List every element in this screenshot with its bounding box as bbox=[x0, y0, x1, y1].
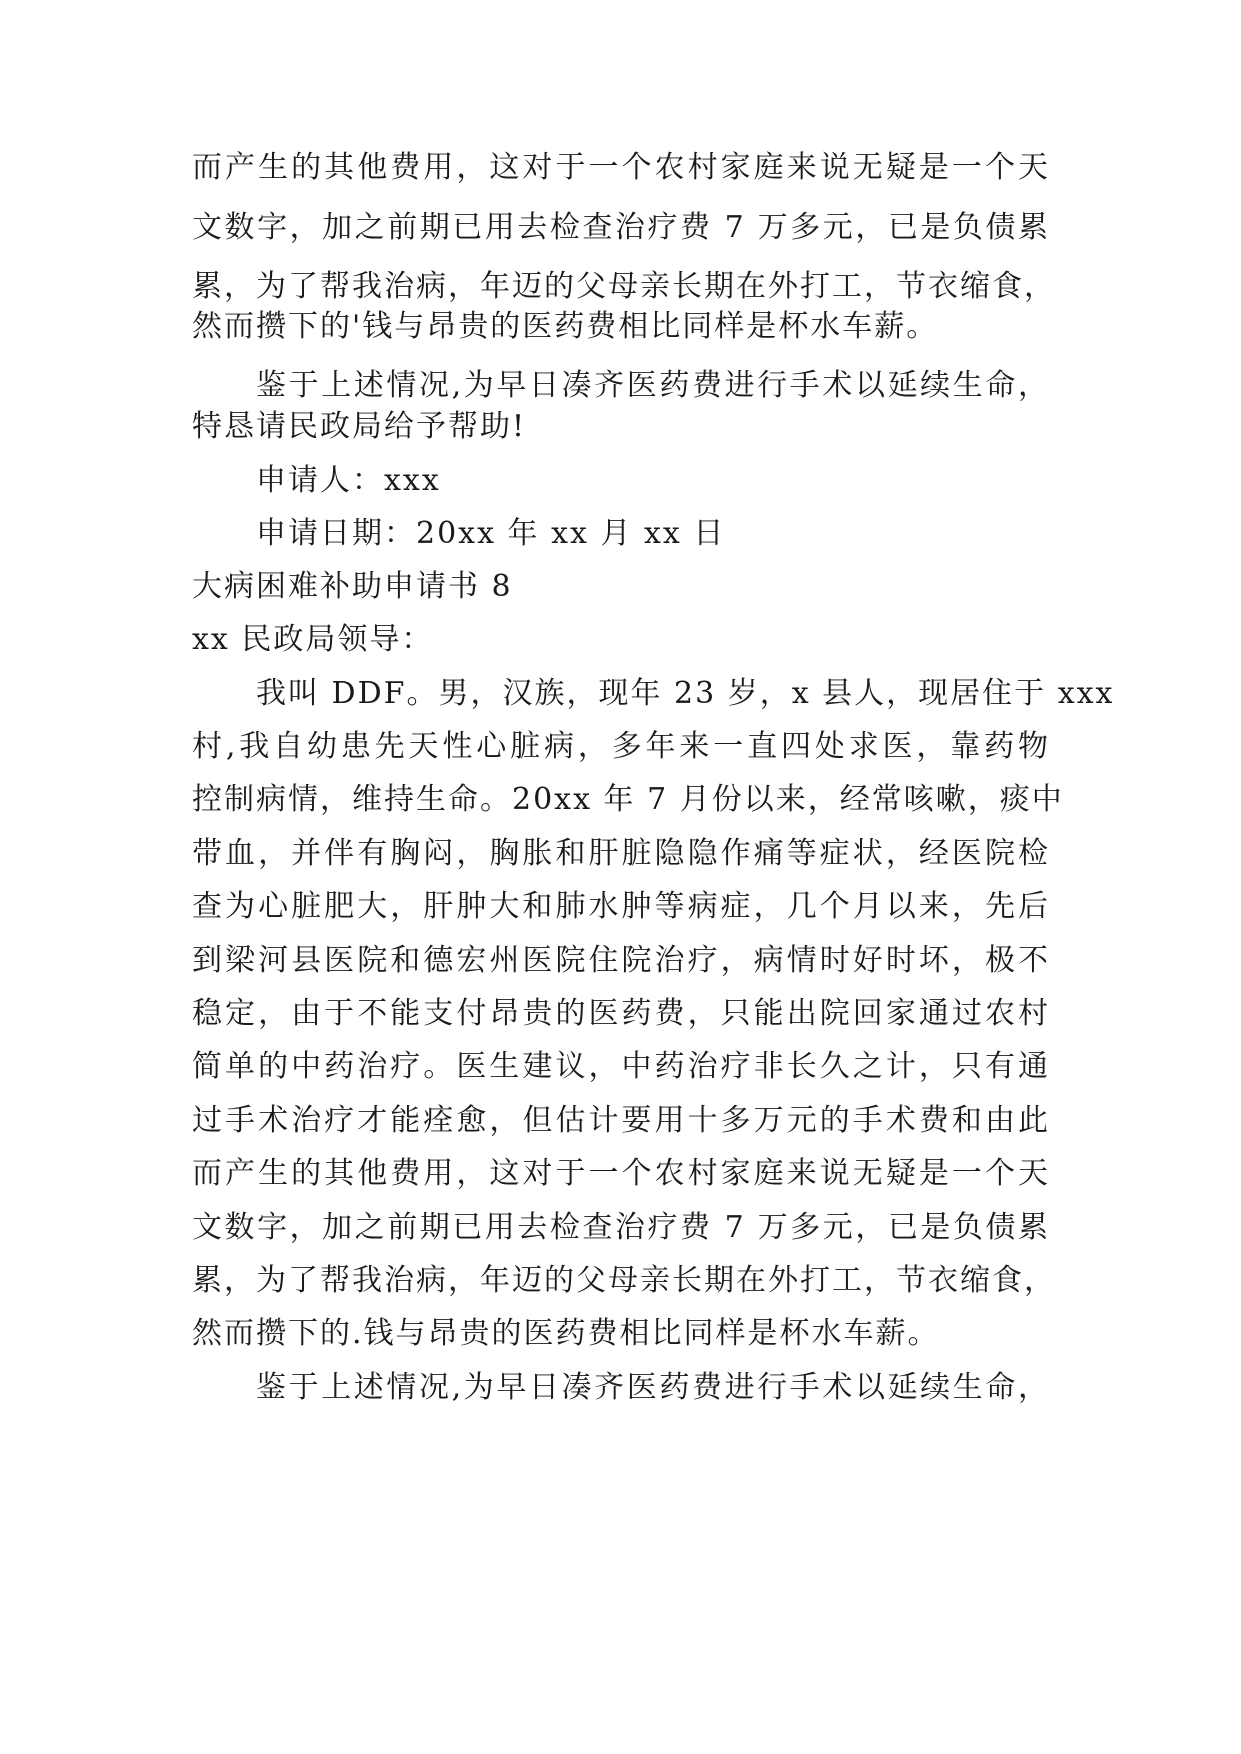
application-date-line: 申请日期：20xx 年 xx 月 xx 日 bbox=[256, 516, 726, 551]
paragraph-line: 村,我自幼患先天性心脏病，多年来一直四处求医，靠药物 bbox=[192, 729, 1050, 764]
paragraph-line: 而产生的其他费用，这对于一个农村家庭来说无疑是一个天 bbox=[192, 1156, 1050, 1191]
paragraph-line: 累，为了帮我治病，年迈的父母亲长期在外打工，节衣缩食， bbox=[192, 269, 1056, 304]
paragraph-line: 我叫 DDF。男，汉族，现年 23 岁，x 县人，现居住于 xxx bbox=[256, 676, 1115, 711]
paragraph-line: 特恳请民政局给予帮助! bbox=[192, 409, 527, 444]
paragraph-line: 然而攒下的'钱与昂贵的医药费相比同样是杯水车薪。 bbox=[192, 309, 939, 344]
paragraph-line: 到梁河县医院和德宏州医院住院治疗，病情时好时坏，极不 bbox=[192, 943, 1050, 978]
salutation: xx 民政局领导： bbox=[192, 622, 434, 657]
paragraph-line: 而产生的其他费用，这对于一个农村家庭来说无疑是一个天 bbox=[192, 150, 1050, 185]
paragraph-line: 过手术治疗才能痊愈，但估计要用十多万元的手术费和由此 bbox=[192, 1103, 1050, 1138]
paragraph-line: 稳定，由于不能支付昂贵的医药费，只能出院回家通过农村 bbox=[192, 996, 1050, 1031]
section-title: 大病困难补助申请书 8 bbox=[192, 569, 513, 604]
paragraph-line: 文数字，加之前期已用去检查治疗费 7 万多元，已是负债累 bbox=[192, 1210, 1050, 1245]
applicant-line: 申请人：xxx bbox=[256, 463, 441, 498]
paragraph-line: 查为心脏肥大，肝肿大和肺水肿等病症，几个月以来，先后 bbox=[192, 889, 1050, 924]
paragraph-line: 控制病情，维持生命。20xx 年 7 月份以来，经常咳嗽，痰中 bbox=[192, 782, 1064, 817]
paragraph-line: 简单的中药治疗。医生建议，中药治疗非长久之计，只有通 bbox=[192, 1049, 1050, 1084]
paragraph-line: 累，为了帮我治病，年迈的父母亲长期在外打工，节衣缩食， bbox=[192, 1263, 1056, 1298]
paragraph-line: 鉴于上述情况,为早日凑齐医药费进行手术以延续生命， bbox=[256, 1370, 1050, 1405]
paragraph-line: 带血，并伴有胸闷，胸胀和肝脏隐隐作痛等症状，经医院检 bbox=[192, 836, 1050, 871]
paragraph-line: 文数字，加之前期已用去检查治疗费 7 万多元，已是负债累 bbox=[192, 210, 1050, 245]
paragraph-line: 然而攒下的.钱与昂贵的医药费相比同样是杯水车薪。 bbox=[192, 1316, 940, 1351]
paragraph-line: 鉴于上述情况,为早日凑齐医药费进行手术以延续生命， bbox=[256, 368, 1050, 403]
